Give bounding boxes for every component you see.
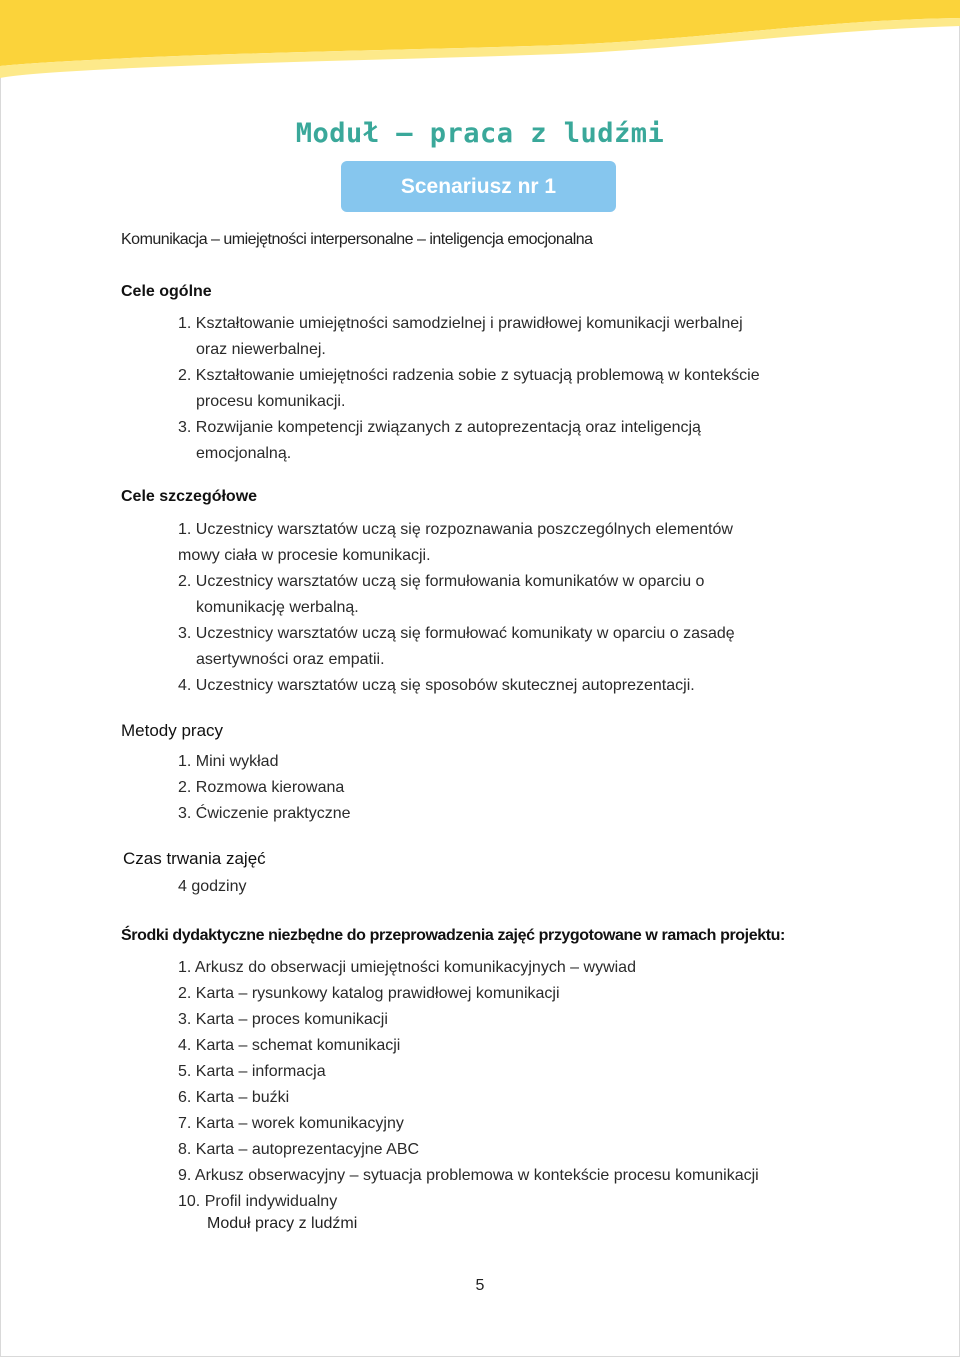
list-item [178, 415, 760, 441]
list-item-text: 2. Kształtowanie umiejętności radzenia sobie z sytuacją problemową w kontekście [178, 367, 760, 384]
list-item-text: 3. Uczestnicy warsztatów uczą się formułować komunikaty w oparciu o zasadę [178, 625, 735, 642]
list-item: 3. Karta – proces komunikacji [178, 1011, 388, 1028]
specific-goals-list [178, 517, 735, 699]
list-item-text: 2. Uczestnicy warsztatów uczą się formułowania komunikatów w oparciu o [178, 573, 705, 590]
list-item-continuation [178, 337, 760, 363]
general-goals-heading: Cele ogólne [121, 283, 212, 300]
list-item-text: 4. Uczestnicy warsztatów uczą się sposobów skutecznej autoprezentacji. [178, 677, 695, 694]
list-item: 1. Mini wykład [178, 753, 279, 770]
module-footer: Moduł pracy z ludźmi [207, 1215, 358, 1232]
list-item [178, 517, 735, 543]
materials-list [178, 955, 759, 1215]
list-item [178, 311, 760, 337]
duration-value: 4 godziny [178, 878, 247, 895]
list-item-text: emocjonalną. [196, 445, 292, 462]
list-item: 6. Karta – buźki [178, 1089, 290, 1106]
page-number: 5 [475, 1277, 485, 1294]
specific-goals-heading: Cele szczegółowe [121, 488, 258, 505]
list-item: 8. Karta – autoprezentacyjne ABC [178, 1141, 420, 1158]
methods-list [178, 749, 351, 827]
list-item [178, 621, 735, 647]
methods-heading: Metody pracy [121, 721, 224, 740]
list-item-text: komunikację werbalną. [196, 599, 359, 616]
list-item-continuation [178, 595, 735, 621]
list-item-continuation [178, 647, 735, 673]
list-item [178, 363, 760, 389]
list-item: 3. Ćwiczenie praktyczne [178, 805, 351, 822]
list-item: 7. Karta – worek komunikacyjny [178, 1115, 404, 1132]
general-goals-list [178, 311, 760, 467]
list-item-text: asertywności oraz empatii. [196, 651, 385, 668]
list-item-text: procesu komunikacji. [196, 393, 346, 410]
list-item: 2. Rozmowa kierowana [178, 779, 345, 796]
list-item: 1. Arkusz do obserwacji umiejętności komunikacyjnych – wywiad [178, 959, 636, 976]
list-item: 10. Profil indywidualny [178, 1193, 338, 1210]
header-wave-decoration [0, 0, 960, 120]
list-item-text: 1. Kształtowanie umiejętności samodzielnej i prawidłowej komunikacji werbalnej [178, 315, 743, 332]
list-item-text: oraz niewerbalnej. [196, 341, 326, 358]
list-item-text: 3. Rozwijanie kompetencji związanych z autoprezentacją oraz inteligencją [178, 419, 701, 436]
list-item-text: 1. Uczestnicy warsztatów uczą się rozpoznawania poszczególnych elementów [178, 521, 733, 538]
list-item-continuation [178, 441, 760, 467]
list-item: 9. Arkusz obserwacyjny – sytuacja problemowa w kontekście procesu komunikacji [178, 1167, 759, 1184]
duration-heading: Czas trwania zajęć [123, 849, 266, 868]
list-item: 4. Karta – schemat komunikacji [178, 1037, 401, 1054]
materials-heading: Środki dydaktyczne niezbędne do przeprowadzenia zajęć przygotowane w ramach projektu: [121, 927, 785, 944]
list-item: 2. Karta – rysunkowy katalog prawidłowej komunikacji [178, 985, 560, 1002]
list-item: 5. Karta – informacja [178, 1063, 326, 1080]
scenario-badge: Scenariusz nr 1 [341, 161, 616, 212]
page-title: Moduł – praca z ludźmi [295, 118, 665, 149]
list-item-continuation [178, 543, 735, 569]
list-item-text: mowy ciała w procesie komunikacji. [178, 547, 431, 564]
list-item [178, 569, 735, 595]
list-item-continuation [178, 389, 760, 415]
subject-line: Komunikacja – umiejętności interpersonalne – inteligencja emocjonalna [121, 231, 593, 248]
list-item [178, 673, 735, 699]
